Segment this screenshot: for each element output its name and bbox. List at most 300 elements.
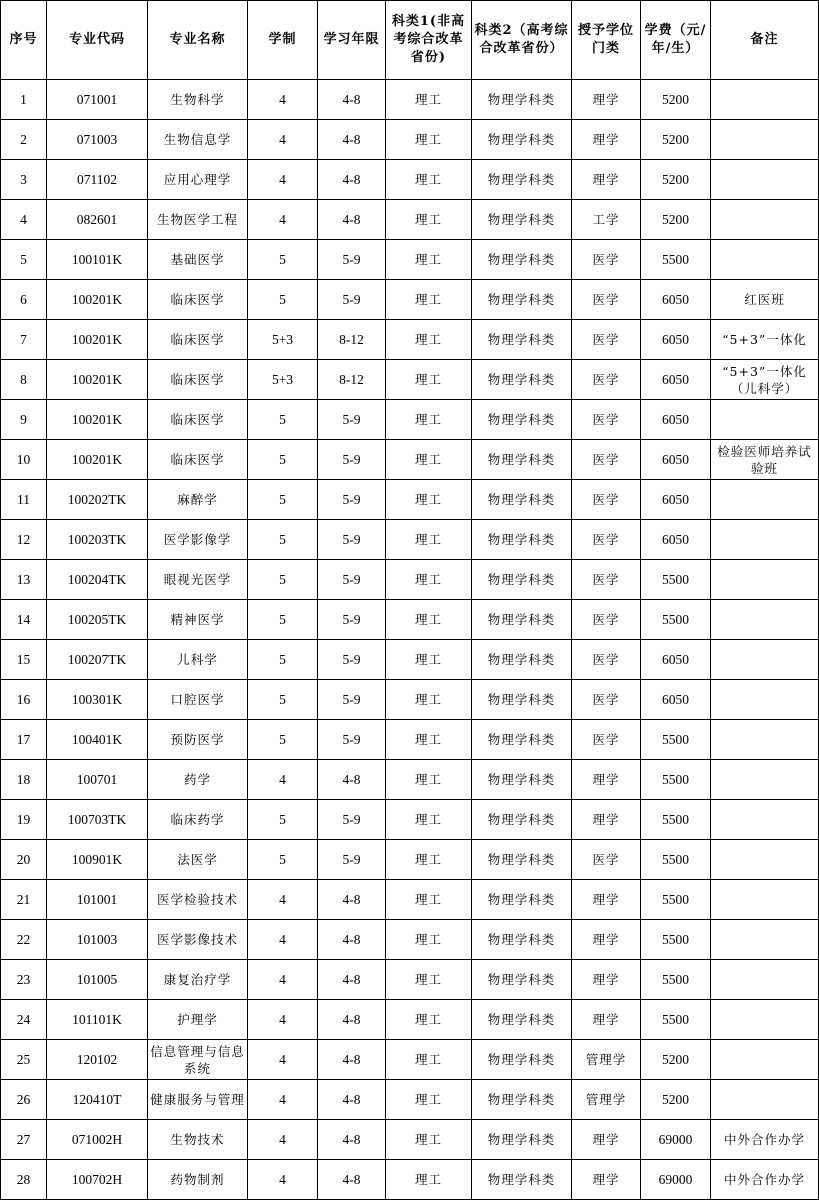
cell-major-name: 临床医学 [148,360,248,400]
cell-major-code: 100207TK [47,640,148,680]
cell-category-1: 理工 [386,840,472,880]
cell-index: 6 [1,280,47,320]
cell-tuition: 6050 [641,280,711,320]
cell-major-code: 120102 [47,1040,148,1080]
cell-category-1: 理工 [386,320,472,360]
cell-degree-type: 医学 [572,480,641,520]
cell-major-code: 100201K [47,360,148,400]
cell-category-2: 物理学科类 [472,1000,572,1040]
cell-major-name: 生物医学工程 [148,200,248,240]
cell-tuition: 5500 [641,880,711,920]
cell-degree-type: 管理学 [572,1080,641,1120]
cell-major-name: 预防医学 [148,720,248,760]
table-row [1,1080,819,1120]
cell-study-years: 5-9 [318,240,386,280]
cell-major-name: 生物技术 [148,1120,248,1160]
cell-major-code: 100202TK [47,480,148,520]
cell-remarks [711,160,819,200]
cell-category-2: 物理学科类 [472,560,572,600]
cell-major-name: 药物制剂 [148,1160,248,1200]
cell-remarks [711,760,819,800]
cell-category-1: 理工 [386,120,472,160]
cell-duration: 5 [248,720,318,760]
cell-index: 18 [1,760,47,800]
cell-study-years: 5-9 [318,480,386,520]
cell-major-name: 护理学 [148,1000,248,1040]
cell-major-code: 100201K [47,280,148,320]
cell-category-2: 物理学科类 [472,160,572,200]
table-row [1,240,819,280]
table-row [1,760,819,800]
cell-study-years: 5-9 [318,800,386,840]
header-category-1: 科类1(非高考综合改革省份) [386,1,472,80]
cell-index: 7 [1,320,47,360]
cell-degree-type: 理学 [572,80,641,120]
cell-study-years: 5-9 [318,680,386,720]
cell-study-years: 5-9 [318,840,386,880]
cell-index: 27 [1,1120,47,1160]
cell-category-1: 理工 [386,600,472,640]
cell-duration: 5 [248,480,318,520]
cell-major-name: 临床医学 [148,320,248,360]
cell-degree-type: 理学 [572,880,641,920]
cell-major-code: 071003 [47,120,148,160]
cell-category-2: 物理学科类 [472,760,572,800]
cell-category-1: 理工 [386,520,472,560]
cell-remarks [711,800,819,840]
cell-category-2: 物理学科类 [472,800,572,840]
cell-degree-type: 医学 [572,840,641,880]
cell-degree-type: 医学 [572,640,641,680]
cell-index: 16 [1,680,47,720]
cell-major-code: 100401K [47,720,148,760]
cell-category-1: 理工 [386,880,472,920]
cell-major-name: 生物信息学 [148,120,248,160]
cell-study-years: 4-8 [318,1160,386,1200]
cell-category-2: 物理学科类 [472,960,572,1000]
cell-tuition: 5200 [641,200,711,240]
cell-duration: 4 [248,1040,318,1080]
cell-major-name: 医学影像技术 [148,920,248,960]
cell-study-years: 5-9 [318,280,386,320]
cell-tuition: 5500 [641,240,711,280]
cell-remarks [711,400,819,440]
cell-tuition: 6050 [641,400,711,440]
cell-category-2: 物理学科类 [472,320,572,360]
cell-tuition: 6050 [641,360,711,400]
header-degree-type: 授予学位门类 [572,1,641,80]
cell-duration: 5+3 [248,360,318,400]
cell-remarks [711,80,819,120]
cell-study-years: 4-8 [318,960,386,1000]
cell-remarks [711,840,819,880]
cell-category-1: 理工 [386,360,472,400]
cell-tuition: 5200 [641,120,711,160]
cell-duration: 4 [248,880,318,920]
cell-duration: 5 [248,400,318,440]
cell-index: 14 [1,600,47,640]
cell-category-1: 理工 [386,1040,472,1080]
cell-category-1: 理工 [386,560,472,600]
cell-category-2: 物理学科类 [472,440,572,480]
cell-remarks: 检验医师培养试验班 [711,440,819,480]
cell-remarks [711,1080,819,1120]
table-row [1,600,819,640]
cell-study-years: 4-8 [318,1080,386,1120]
cell-major-code: 100701 [47,760,148,800]
cell-duration: 5 [248,840,318,880]
cell-category-1: 理工 [386,200,472,240]
cell-study-years: 4-8 [318,1040,386,1080]
cell-major-code: 100901K [47,840,148,880]
table-row [1,800,819,840]
cell-remarks [711,480,819,520]
cell-index: 2 [1,120,47,160]
cell-duration: 5 [248,560,318,600]
cell-duration: 4 [248,160,318,200]
cell-study-years: 5-9 [318,600,386,640]
cell-major-name: 医学检验技术 [148,880,248,920]
cell-remarks [711,920,819,960]
cell-major-name: 药学 [148,760,248,800]
cell-category-1: 理工 [386,240,472,280]
table-row [1,80,819,120]
cell-degree-type: 理学 [572,1160,641,1200]
cell-major-code: 120410T [47,1080,148,1120]
table-body [1,80,819,1200]
cell-major-name: 法医学 [148,840,248,880]
cell-remarks [711,1000,819,1040]
cell-major-code: 101101K [47,1000,148,1040]
cell-duration: 5 [248,520,318,560]
table-row [1,1120,819,1160]
cell-index: 20 [1,840,47,880]
cell-tuition: 6050 [641,520,711,560]
cell-tuition: 5200 [641,80,711,120]
cell-degree-type: 医学 [572,520,641,560]
cell-duration: 4 [248,1120,318,1160]
cell-degree-type: 理学 [572,1120,641,1160]
cell-degree-type: 医学 [572,320,641,360]
cell-category-2: 物理学科类 [472,1160,572,1200]
cell-category-2: 物理学科类 [472,1120,572,1160]
cell-study-years: 4-8 [318,760,386,800]
cell-category-2: 物理学科类 [472,880,572,920]
cell-category-1: 理工 [386,1080,472,1120]
cell-category-1: 理工 [386,1160,472,1200]
cell-major-code: 100201K [47,400,148,440]
cell-category-1: 理工 [386,1120,472,1160]
cell-category-1: 理工 [386,160,472,200]
cell-index: 21 [1,880,47,920]
table-row [1,160,819,200]
cell-category-2: 物理学科类 [472,840,572,880]
cell-duration: 5+3 [248,320,318,360]
cell-remarks [711,1040,819,1080]
cell-major-name: 眼视光医学 [148,560,248,600]
header-tuition: 学费（元/年/生） [641,1,711,80]
cell-duration: 4 [248,200,318,240]
cell-category-2: 物理学科类 [472,360,572,400]
cell-duration: 4 [248,1160,318,1200]
cell-degree-type: 理学 [572,1000,641,1040]
cell-category-2: 物理学科类 [472,400,572,440]
table-row [1,720,819,760]
cell-major-code: 100101K [47,240,148,280]
cell-category-1: 理工 [386,720,472,760]
cell-study-years: 4-8 [318,920,386,960]
cell-tuition: 6050 [641,440,711,480]
table-row [1,1040,819,1080]
cell-remarks [711,560,819,600]
cell-study-years: 5-9 [318,560,386,600]
cell-index: 5 [1,240,47,280]
cell-remarks [711,240,819,280]
cell-index: 10 [1,440,47,480]
cell-category-2: 物理学科类 [472,80,572,120]
cell-study-years: 5-9 [318,640,386,680]
cell-duration: 4 [248,920,318,960]
cell-duration: 4 [248,960,318,1000]
cell-study-years: 5-9 [318,520,386,560]
cell-degree-type: 理学 [572,920,641,960]
cell-major-code: 100702H [47,1160,148,1200]
cell-duration: 5 [248,240,318,280]
cell-study-years: 4-8 [318,160,386,200]
cell-remarks: “5+3”一体化 [711,320,819,360]
cell-tuition: 69000 [641,1160,711,1200]
cell-remarks [711,960,819,1000]
cell-tuition: 5500 [641,960,711,1000]
cell-duration: 5 [248,680,318,720]
cell-category-2: 物理学科类 [472,520,572,560]
cell-major-name: 口腔医学 [148,680,248,720]
table-row [1,680,819,720]
cell-study-years: 4-8 [318,200,386,240]
cell-remarks: 中外合作办学 [711,1160,819,1200]
header-study-years: 学习年限 [318,1,386,80]
cell-index: 19 [1,800,47,840]
table-row [1,360,819,400]
cell-index: 8 [1,360,47,400]
cell-remarks [711,200,819,240]
cell-study-years: 4-8 [318,120,386,160]
cell-remarks [711,640,819,680]
cell-major-name: 医学影像学 [148,520,248,560]
cell-study-years: 4-8 [318,1120,386,1160]
cell-major-name: 儿科学 [148,640,248,680]
cell-index: 9 [1,400,47,440]
cell-category-1: 理工 [386,920,472,960]
table-row [1,440,819,480]
cell-category-1: 理工 [386,760,472,800]
cell-major-name: 健康服务与管理 [148,1080,248,1120]
cell-category-1: 理工 [386,800,472,840]
cell-degree-type: 医学 [572,560,641,600]
cell-degree-type: 理学 [572,960,641,1000]
cell-category-1: 理工 [386,480,472,520]
cell-degree-type: 理学 [572,800,641,840]
cell-major-code: 101001 [47,880,148,920]
cell-major-code: 100203TK [47,520,148,560]
cell-study-years: 4-8 [318,80,386,120]
cell-degree-type: 医学 [572,400,641,440]
cell-index: 12 [1,520,47,560]
cell-major-name: 临床医学 [148,440,248,480]
cell-index: 23 [1,960,47,1000]
cell-major-name: 临床医学 [148,280,248,320]
cell-degree-type: 医学 [572,680,641,720]
table-row [1,400,819,440]
cell-duration: 5 [248,800,318,840]
cell-category-1: 理工 [386,1000,472,1040]
cell-major-name: 基础医学 [148,240,248,280]
cell-major-name: 临床医学 [148,400,248,440]
cell-category-2: 物理学科类 [472,720,572,760]
cell-major-name: 应用心理学 [148,160,248,200]
cell-category-1: 理工 [386,440,472,480]
cell-degree-type: 理学 [572,760,641,800]
cell-tuition: 5500 [641,600,711,640]
cell-category-1: 理工 [386,680,472,720]
cell-major-code: 100204TK [47,560,148,600]
cell-remarks [711,880,819,920]
cell-major-code: 071001 [47,80,148,120]
header-row [1,1,819,80]
cell-category-1: 理工 [386,80,472,120]
cell-tuition: 5200 [641,1080,711,1120]
cell-study-years: 4-8 [318,1000,386,1040]
table-row [1,480,819,520]
table-row [1,560,819,600]
cell-duration: 5 [248,640,318,680]
cell-duration: 4 [248,760,318,800]
cell-duration: 5 [248,600,318,640]
cell-duration: 4 [248,120,318,160]
cell-category-2: 物理学科类 [472,640,572,680]
cell-study-years: 8-12 [318,320,386,360]
cell-category-1: 理工 [386,280,472,320]
cell-tuition: 5200 [641,160,711,200]
table-row [1,320,819,360]
cell-degree-type: 医学 [572,280,641,320]
cell-tuition: 6050 [641,480,711,520]
header-major-code: 专业代码 [47,1,148,80]
cell-category-2: 物理学科类 [472,280,572,320]
cell-major-code: 100205TK [47,600,148,640]
cell-index: 4 [1,200,47,240]
cell-remarks [711,120,819,160]
cell-tuition: 6050 [641,680,711,720]
cell-tuition: 5500 [641,800,711,840]
table-row [1,520,819,560]
cell-degree-type: 工学 [572,200,641,240]
cell-category-2: 物理学科类 [472,120,572,160]
cell-major-code: 082601 [47,200,148,240]
cell-tuition: 5500 [641,840,711,880]
cell-study-years: 5-9 [318,720,386,760]
cell-degree-type: 管理学 [572,1040,641,1080]
table-row [1,960,819,1000]
cell-index: 13 [1,560,47,600]
cell-tuition: 5500 [641,760,711,800]
cell-remarks [711,600,819,640]
cell-tuition: 5500 [641,920,711,960]
cell-tuition: 5500 [641,720,711,760]
header-index: 序号 [1,1,47,80]
cell-remarks: “5+3”一体化（儿科学） [711,360,819,400]
cell-major-code: 071002H [47,1120,148,1160]
cell-category-2: 物理学科类 [472,1040,572,1080]
header-major-name: 专业名称 [148,1,248,80]
cell-category-1: 理工 [386,400,472,440]
cell-remarks [711,680,819,720]
cell-index: 24 [1,1000,47,1040]
cell-remarks: 中外合作办学 [711,1120,819,1160]
header-remarks: 备注 [711,1,819,80]
cell-major-name: 临床药学 [148,800,248,840]
cell-duration: 4 [248,1000,318,1040]
cell-index: 15 [1,640,47,680]
cell-tuition: 6050 [641,640,711,680]
cell-major-code: 101003 [47,920,148,960]
header-duration: 学制 [248,1,318,80]
cell-index: 22 [1,920,47,960]
table-row [1,640,819,680]
cell-index: 17 [1,720,47,760]
table-row [1,840,819,880]
cell-index: 1 [1,80,47,120]
cell-degree-type: 医学 [572,240,641,280]
cell-category-2: 物理学科类 [472,240,572,280]
cell-major-code: 100201K [47,320,148,360]
cell-index: 26 [1,1080,47,1120]
cell-category-2: 物理学科类 [472,480,572,520]
cell-major-name: 生物科学 [148,80,248,120]
cell-tuition: 5200 [641,1040,711,1080]
table-row [1,1160,819,1200]
cell-index: 3 [1,160,47,200]
cell-category-1: 理工 [386,640,472,680]
cell-major-code: 101005 [47,960,148,1000]
cell-remarks: 红医班 [711,280,819,320]
table-row [1,280,819,320]
cell-major-name: 康复治疗学 [148,960,248,1000]
cell-tuition: 5500 [641,560,711,600]
cell-study-years: 5-9 [318,440,386,480]
cell-major-name: 精神医学 [148,600,248,640]
cell-degree-type: 理学 [572,120,641,160]
cell-major-code: 071102 [47,160,148,200]
cell-index: 11 [1,480,47,520]
cell-degree-type: 医学 [572,600,641,640]
table-row [1,120,819,160]
cell-major-code: 100301K [47,680,148,720]
cell-tuition: 6050 [641,320,711,360]
cell-duration: 4 [248,1080,318,1120]
table-row [1,920,819,960]
cell-category-2: 物理学科类 [472,600,572,640]
cell-degree-type: 医学 [572,720,641,760]
cell-remarks [711,720,819,760]
table-row [1,880,819,920]
cell-index: 28 [1,1160,47,1200]
cell-major-code: 100703TK [47,800,148,840]
cell-category-2: 物理学科类 [472,200,572,240]
cell-category-2: 物理学科类 [472,680,572,720]
cell-major-name: 麻醉学 [148,480,248,520]
cell-study-years: 5-9 [318,400,386,440]
